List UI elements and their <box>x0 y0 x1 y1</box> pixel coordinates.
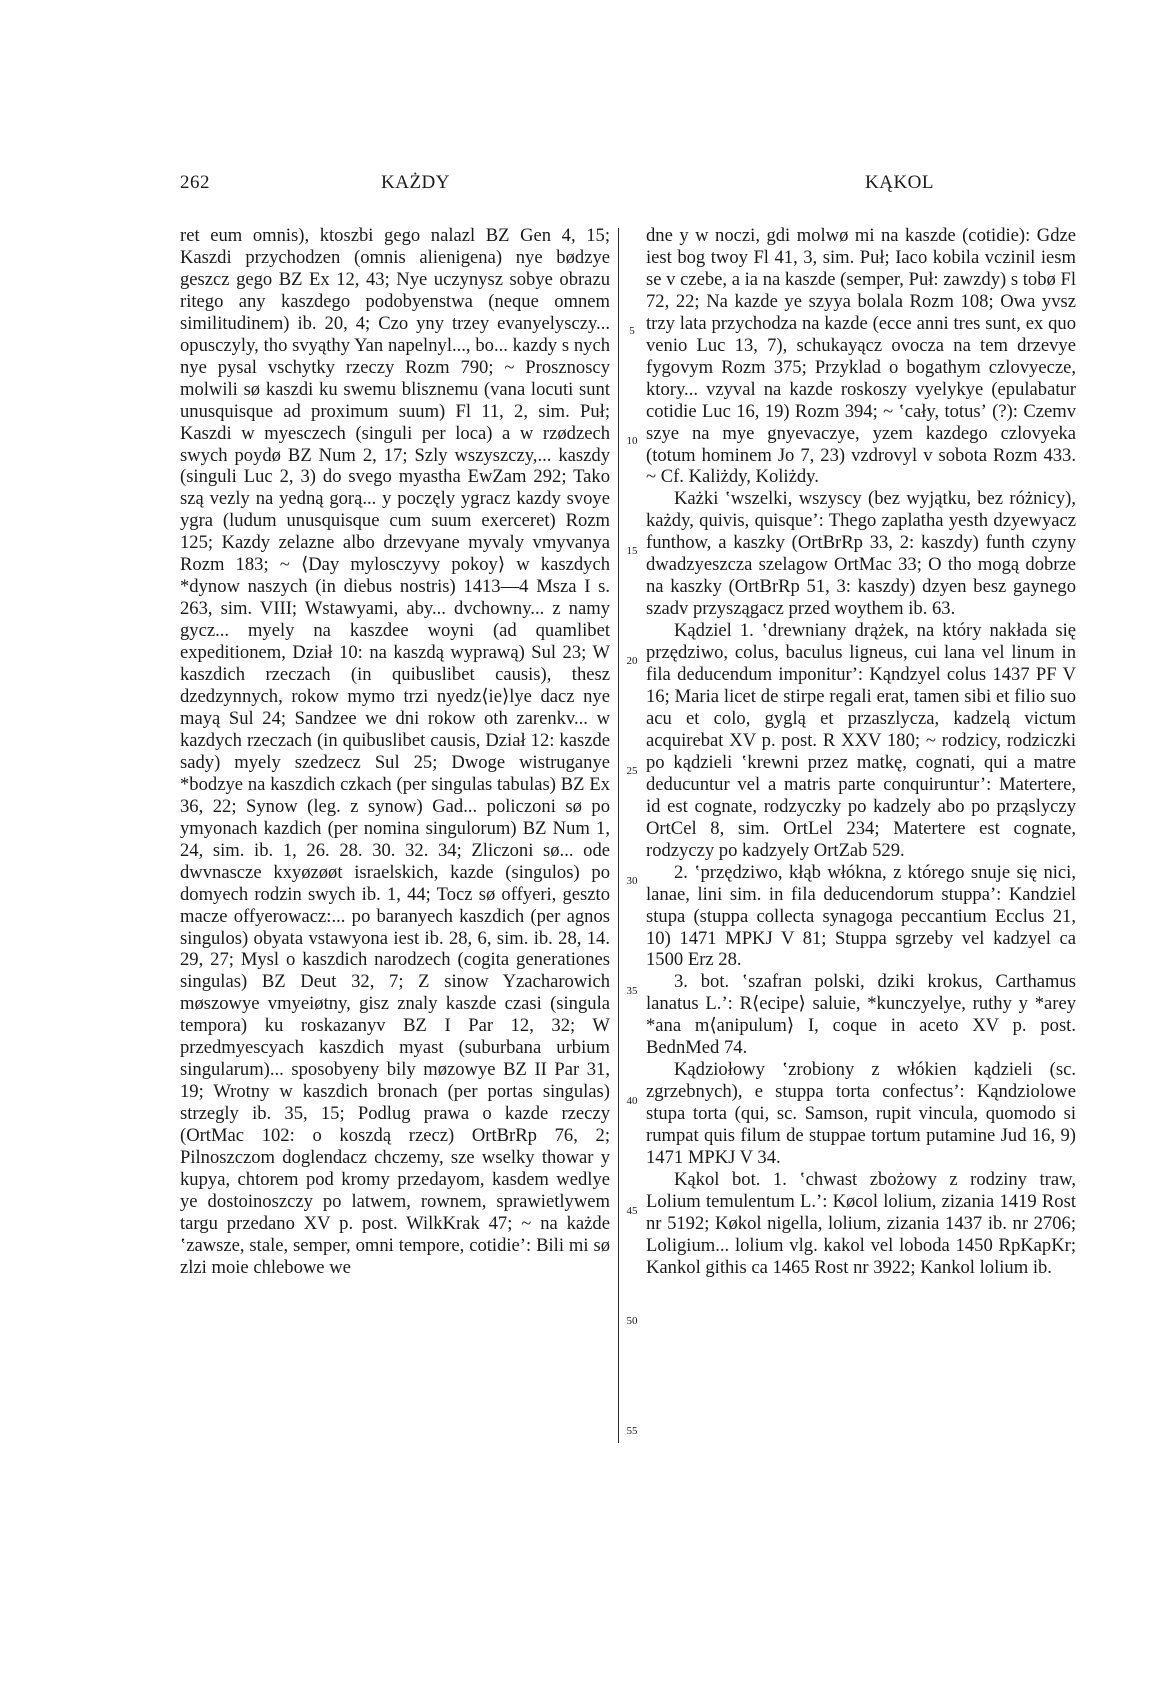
left-column-text: ret eum omnis), ktoszbi gego nalazl BZ Gen 4, 15; Kaszdi przychodzen (omnis alienigena) nye bødzye geszcz gego BZ Ex 12, 43; Nye uczynysz sobye obrazu ritego any kaszdego podobyenstwa (neque omnem similitudinem) ib. 20, 4; Czo yny trzey evanyelysczy... opusczyly, tho svyąthy Yan napelnyl..., bo... kazdy s nych nye pysal vschytky rzeczy Rozm 790; ~ Prosznoscy molwili sø kaszdi ku swemu blisznemu (vana locuti sunt unusquisque ad proximum suum) Fl 11, 2, sim. Puł; Kaszdi w myesczech (singuli per loca) a w rzødzech swych poydø BZ Num 2, 17; Szly wszyszczy,... kaszdy (singuli Luc 2, 3) do svego myastha EwZam 292; Tako szą vezly na yedną gorą... y poczęly ygracz kazdy svoye ygra (ludum unusquisque cum suum exerceret) Rozm 125; Kazdy zelazne albo drzevyane myvaly vmyvanya Rozm 183; ~ ⟨Day mylosczyvy pokoy⟩ w kaszdych *dynow naszych (in diebus nostris) 1413—4 Msza I s. 263, sim. VIII; Wstawyami, aby... dvchowny... z namy gycz... myely na kaszdee woyni (ad quamlibet expeditionem, Dział 10: na kaszdą wyprawą) Sul 23; W kaszdich rzeczach (in quibuslibet causis), thesz dzedzynnych, rokow mymo trzi nyedz⟨ie⟩lye dacz nye mayą Sul 24; Sandzee we dni rokow oth zarenkv... w kazdych rzeczach (in quibuslibet causis, Dział 12: kaszde sady) myely szedzecz Sul 25; Dwoge wistruganye *bodzye na kaszdich czkach (per singulas tabulas) BZ Ex 36, 22; Synow (leg. z synow) Gad... policzoni sø po ymyonach kazdich (per nomina singulorum) BZ Num 1, 24, sim. ib. 1, 26. 28. 30. 32. 34; Zliczoni sø... ode dwvnascze kxyøzøøt israelskich, kazde (singulos) po domyech rodzin swych ib. 1, 44; Tocz sø offyeri, geszto macze offyerowacz:... po baranyech kaszdich (per agnos singulos) obyata vstawyona iest ib. 28, 6, sim. ib. 28, 14. 29, 27; Mysl o kaszdich narodzech (cogita generationes singulas) BZ Deut 32, 7; Z sinow Yzacharowich møszowye vmyeiøtny, gisz znaly kaszde czasi (singula tempora) ku roskazanyv BZ I Par 12, 32; W przedmyescyach kaszdich myast (suburbana urbium singularum)... sposobyeny bily møzowye BZ II Par 31, 19; Wrotny w kaszdich bronach (per portas singulas) strzegly ib. 35, 15; Podlug prawa o kazde rzeczy (OrtMac 102: o koszdą rzecz) OrtBrRp 76, 2; Pilnoszczom doglendacz chczemy, sze wselky thowar y kupya, chtorem pod kromy przedayom, kasdem wedlye ye dostoinoszczy po latwem, rownem, sprawietlywem targu przedano XV p. post. WilkKrak 47; ~ na każde ʽzawsze, stale, semper, omni tempore, cotidieʼ: Bili mi sø zlzi moie chlebowe we <box>180 225 610 1278</box>
line-number: 5 <box>629 325 635 337</box>
line-number: 45 <box>626 1205 638 1217</box>
line-number: 30 <box>626 875 638 887</box>
entry-kadziolowy: Kądziołowy ʽzrobiony z włókien kądzieli (sc. zgrzebnych), e stuppa torta confectusʼ: Kąndziolowe stupa torta (qui, sc. Samson, rupit vincula, quomodo si rumpat quis filum de stuppae tortum putamine Jud 16, 9) 1471 MPKJ V 34. <box>646 1059 1076 1169</box>
line-number: 15 <box>626 545 638 557</box>
line-number: 55 <box>626 1425 638 1437</box>
line-number: 25 <box>626 765 638 777</box>
line-numbers <box>620 0 646 1706</box>
entry-kazki: Każki ʽwszelki, wszyscy (bez wyjątku, bez różnicy), każdy, quivis, quisqueʼ: Thego zaplatha yesth dzyewyacz funthow, a kaszky (OrtBrRp 33, 2: kaszdy) funth czyny dwadzyeszcza szelagow OrtMac 33; O tho mogą dobrze na kaszky (OrtBrRp 51, 3: kaszdy) dzyen besz gaynego szadv przyszągacz przed woythem ib. 63. <box>646 488 1076 620</box>
page-number: 262 <box>180 172 210 193</box>
line-number: 35 <box>626 985 638 997</box>
entry-kazdy-continued: dne y w noczi, gdi molwø mi na kaszde (cotidie): Gdze iest bog twoy Fl 41, 3, sim. Puł; Iaco kobila vczinil iesm se v czebe, a ia na kaszde (semper, Puł: zawzdy) s tobø Fl 72, 22; Na kazde ye szyya bolala Rozm 108; Owa yvsz trzy lata przychodza na kazde (ecce anni tres sunt, ex quo venio Luc 13, 7), schukayącz ovocza na tem drzevye fygovym Rozm 375; Przyklad o bogathym czlovyecze, ktory... vzyval na kazde roskoszy vyelykye (epulabatur cotidie Luc 16, 19) Rozm 394; ~ ʽcały, totusʼ (?): Czemv szye na mye gnyevaczye, yzem kazdego czlovyeka (totum hominem Jo 7, 23) vzdrovyl v sobota Rozm 433. ~ Cf. Kaliżdy, Koliżdy. <box>646 225 1076 488</box>
left-column <box>180 225 610 1445</box>
column-divider <box>618 228 619 1443</box>
line-number: 20 <box>626 655 638 667</box>
line-number: 10 <box>626 435 638 447</box>
entry-kadziel-3: 3. bot. ʽszafran polski, dziki krokus, Carthamus lanatus L.ʼ: R⟨ecipe⟩ saluie, *kunczyelye, ruthy y *arey *ana m⟨anipulum⟩ I, coque in aceto XV p. post. BednMed 74. <box>646 971 1076 1059</box>
entry-kadziel-2: 2. ʽprzędziwo, kłąb włókna, z którego snuje się nici, lanae, lini sim. in fila deducendorum stuppaʼ: Kandziel stupa (stuppa collecta synagoga peccantium Ecclus 21, 10) 1471 MPKJ V 81; Stuppa sgrzeby vel kadzyel ca 1500 Erz 28. <box>646 861 1076 971</box>
entry-kadziel-1: Kądziel 1. ʽdrewniany drążek, na który nakłada się przędziwo, colus, baculus ligneus, cui lana vel linum in fila deducendum imponiturʼ: Kąndzyel colus 1437 PF V 16; Maria licet de stirpe regali erat, tamen sibi et filio suo acu et colo, gyglą et przaszlycza, kadzelą victum acquirebat XV p. post. R XXV 180; ~ rodzicy, rodziczki po kądzieli ʽkrewni przez matkę, cognati, qui a matre deducuntur vel a matris parte conquiruntur’: Matertere, id est cognate, rodzyczky po kadzely abo po prząslyczy OrtCel 8, sim. OrtLel 234; Matertere est cognate, rodzyczy po kadzyely OrtZab 529. <box>646 620 1076 861</box>
running-head-left: KAŻDY <box>381 172 450 193</box>
line-number: 40 <box>626 1095 638 1107</box>
right-column <box>646 225 1076 1445</box>
entry-kakol: Kąkol bot. 1. ʽchwast zbożowy z rodziny traw, Lolium temulentum L.ʼ: Køcol lolium, zizania 1419 Rost nr 5192; Køkol nigella, lolium, zizania 1437 ib. nr 2706; Loligium... lolium vlg. kakol vel loboda 1450 RpKapKr; Kankol githis ca 1465 Rost nr 3922; Kankol lolium ib. <box>646 1168 1076 1278</box>
line-number: 50 <box>626 1315 638 1327</box>
running-head-right: KĄKOL <box>865 172 934 193</box>
